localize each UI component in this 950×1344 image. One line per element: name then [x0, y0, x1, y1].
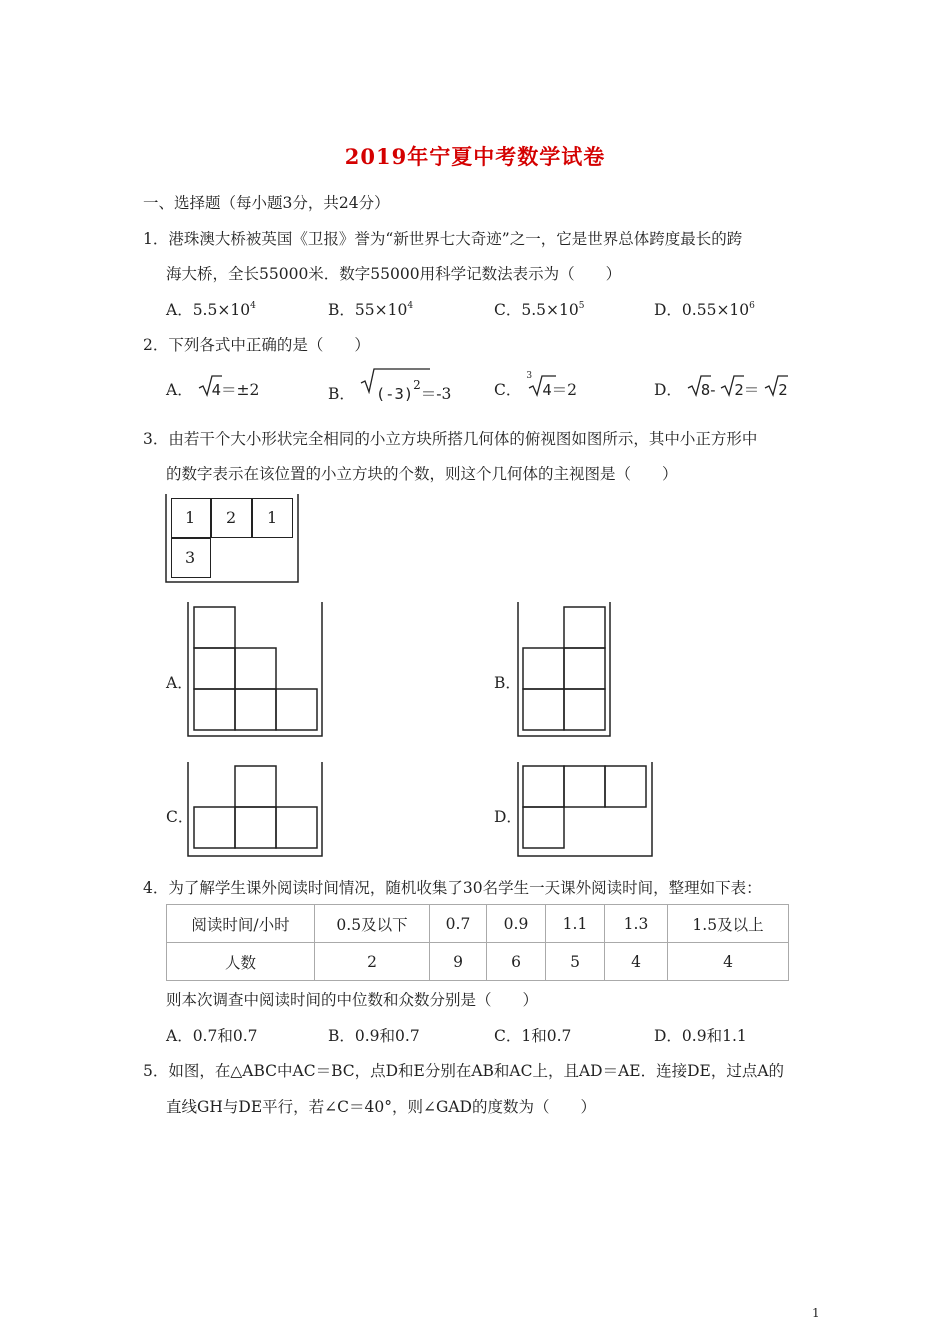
q4-option-d: D．0.9和1.1 [654, 1027, 747, 1045]
q3-stem-line2: 的数字表示在该位置的小立方块的个数，则这个几何体的主视图是（ ） [166, 465, 678, 483]
q5-stem-line1: 5．如图，在△ABC中AC＝BC，点D和E分别在AB和AC上，且AD＝AE．连接DE，过点A的 [143, 1062, 785, 1080]
sqrt-symbol: 2 [720, 381, 743, 399]
q3-option-c: C． [166, 808, 194, 826]
table-row [167, 943, 789, 981]
sqrt-symbol: $(-3)^2$ [360, 378, 421, 403]
q3-option-a: A． [166, 674, 193, 692]
q1-stem-line2: 海大桥，全长55000米．数字55000用科学记数法表示为（ ） [166, 265, 622, 283]
table-cell: 4 [668, 943, 789, 981]
sqrt-symbol: 8 [687, 381, 710, 399]
grid-number: 3 [185, 548, 196, 567]
q1-option-b: B．$55\times 10^4$ [328, 301, 414, 319]
grid-number: 1 [185, 508, 196, 527]
option-b-figure [516, 600, 614, 740]
q1-option-d: D．$0.55\times 10^6$ [654, 301, 755, 319]
sqrt-symbol: 4 [198, 381, 221, 399]
option-a-figure [186, 600, 326, 740]
q2-option-a: A． 4＝±2 [166, 378, 259, 400]
table-cell: 4 [605, 943, 668, 981]
q1-option-c: C．$5.5\times 10^5$ [494, 301, 585, 319]
table-cell: 6 [487, 943, 546, 981]
q5-stem-line2: 直线GH与DE平行，若∠C＝40°，则∠GAD的度数为（ ） [166, 1098, 596, 1116]
table-cell: 1.5及以上 [668, 905, 789, 943]
sqrt-symbol: 2 [764, 381, 787, 399]
option-c-figure [186, 760, 326, 860]
table-cell: 0.5及以下 [315, 905, 430, 943]
page-number: 1 [812, 1306, 820, 1320]
option-d-figure [516, 760, 656, 860]
q2-option-c: C． 3 4＝2 [494, 371, 578, 399]
q4-option-c: C．1和0.7 [494, 1027, 572, 1045]
q4-stem-line2: 则本次调查中阅读时间的中位数和众数分别是（ ） [166, 991, 539, 1009]
table-header-row [167, 905, 789, 943]
q3-option-b: B． [494, 674, 521, 692]
table-cell: 0.9 [487, 905, 546, 943]
grid-number: 2 [226, 508, 237, 527]
table-cell: 1.3 [605, 905, 668, 943]
grid-number: 1 [267, 508, 278, 527]
q4-stem-line1: 4．为了解学生课外阅读时间情况，随机收集了30名学生一天课外阅读时间，整理如下表： [143, 879, 762, 897]
q4-option-b: B．0.9和0.7 [328, 1027, 420, 1045]
table-cell: 人数 [167, 943, 315, 981]
table-cell: 2 [315, 943, 430, 981]
table-cell: 5 [546, 943, 605, 981]
q2-option-b: B． $(-3)^2=-3$ [328, 378, 451, 404]
q2-option-d: D． 8- 2＝ 2 [654, 378, 788, 400]
reading-time-table [166, 904, 789, 981]
q3-stem-line1: 3．由若干个大小形状完全相同的小立方块所搭几何体的俯视图如图所示，其中小正方形中 [143, 430, 758, 448]
table-cell: 9 [430, 943, 487, 981]
q1-stem-line1: 1．港珠澳大桥被英国《卫报》誉为“新世界七大奇迹”之一，它是世界总体跨度最长的跨 [143, 230, 743, 248]
section-heading: 一、选择题（每小题3分，共24分） [143, 194, 390, 212]
table-cell: 阅读时间/小时 [167, 905, 315, 943]
cube-root-symbol: 3 4 [526, 381, 551, 399]
q3-option-d: D． [494, 808, 522, 826]
page-title: 2019年宁夏中考数学试卷 [344, 144, 606, 169]
q2-stem: 2．下列各式中正确的是（ ） [143, 336, 370, 354]
table-cell: 0.7 [430, 905, 487, 943]
q4-option-a: A．0.7和0.7 [166, 1027, 258, 1045]
table-cell: 1.1 [546, 905, 605, 943]
q1-option-a: A．$5.5\times 10^4$ [166, 301, 256, 319]
